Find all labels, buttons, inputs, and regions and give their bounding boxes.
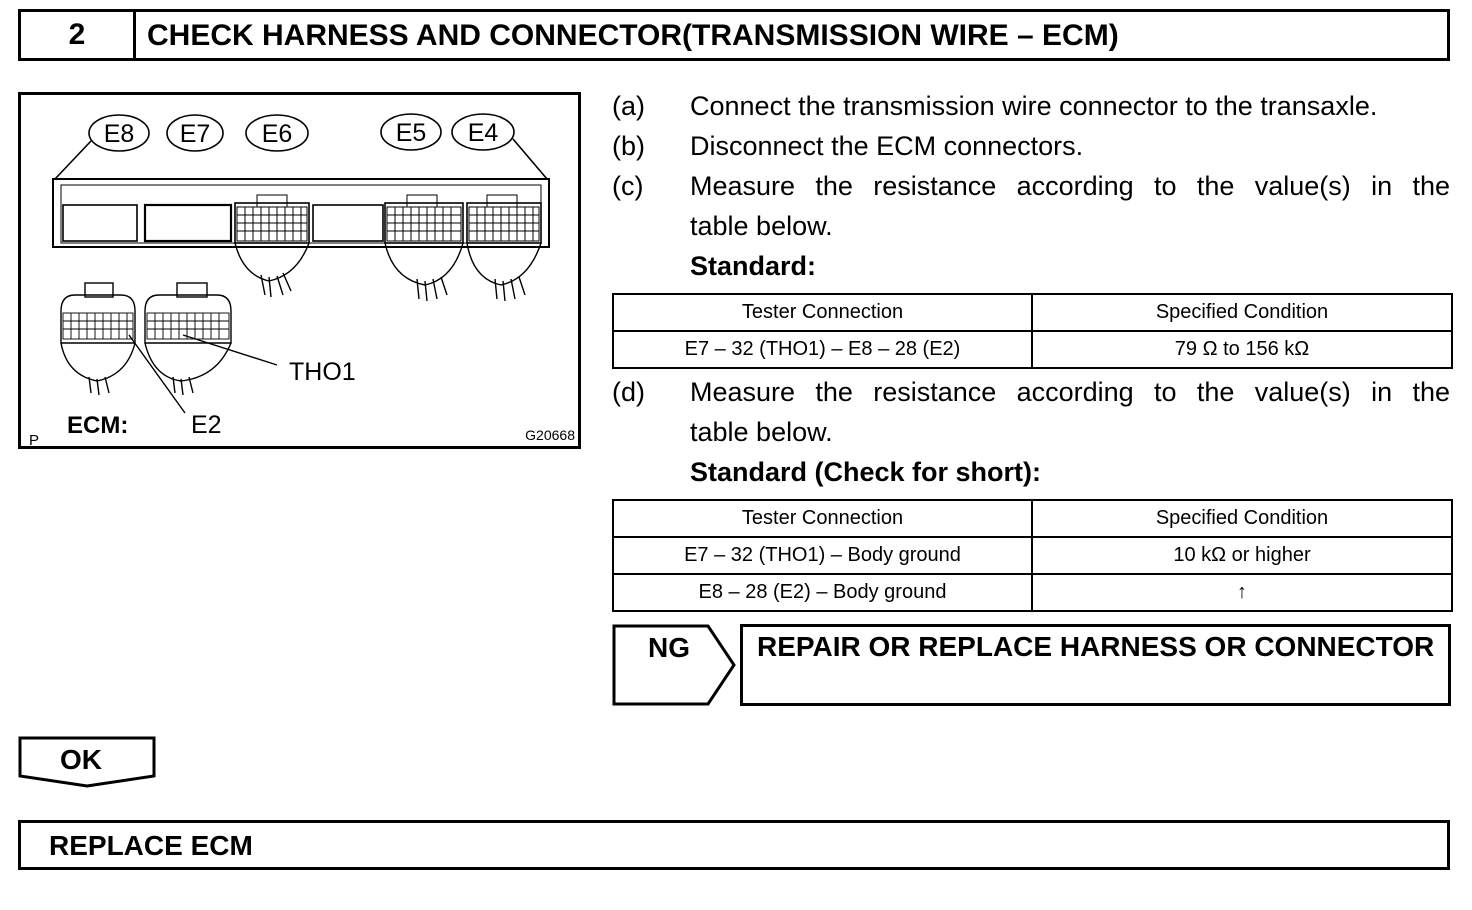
ng-action-text: REPAIR OR REPLACE HARNESS OR CONNECTOR bbox=[757, 631, 1435, 662]
step-header bbox=[18, 9, 1450, 61]
ng-label: NG bbox=[648, 632, 690, 663]
step-number: 2 bbox=[21, 12, 136, 58]
table-row bbox=[613, 574, 1452, 611]
step-b-text: Disconnect the ECM connectors. bbox=[690, 131, 1084, 161]
step-c-text-line1: Measure the resistance according to the value(s) in the bbox=[690, 171, 1450, 201]
step-a-text: Connect the transmission wire connector to the transaxle. bbox=[690, 91, 1378, 121]
label-tho1: THO1 bbox=[289, 358, 356, 386]
table-cell: E7 – 32 (THO1) – E8 – 28 (E2) bbox=[613, 331, 1032, 368]
table-cell: E7 – 32 (THO1) – Body ground bbox=[613, 537, 1032, 574]
step-d-label: (d) bbox=[612, 377, 645, 407]
table-header-row bbox=[613, 500, 1452, 537]
table-cell: E8 – 28 (E2) – Body ground bbox=[613, 574, 1032, 611]
e2-leader-line bbox=[129, 335, 185, 413]
step-c-label: (c) bbox=[612, 171, 644, 201]
spec-table-short-check bbox=[612, 499, 1453, 612]
corner-mark: P bbox=[29, 432, 40, 446]
ecm-connector-diagram bbox=[18, 92, 581, 449]
step-d-text-line2: table below. bbox=[690, 417, 833, 447]
step-a-label: (a) bbox=[612, 91, 645, 121]
ng-result bbox=[612, 624, 1451, 706]
label-e5: E5 bbox=[395, 119, 427, 147]
step-title: CHECK HARNESS AND CONNECTOR(TRANSMISSION WIRE – ECM) bbox=[147, 19, 1119, 52]
ok-label: OK bbox=[60, 744, 102, 775]
step-c-text-line2: table below. bbox=[690, 211, 833, 241]
table-header-cell: Specified Condition bbox=[1032, 294, 1452, 331]
ng-action-box bbox=[740, 624, 1451, 706]
table-cell: 79 Ω to 156 kΩ bbox=[1032, 331, 1452, 368]
standard-label: Standard: bbox=[690, 251, 817, 281]
label-e6: E6 bbox=[261, 120, 293, 148]
label-ecm: ECM: bbox=[67, 412, 129, 439]
ecm-connector-illustration bbox=[21, 95, 578, 446]
label-e7: E7 bbox=[179, 120, 211, 148]
table-row bbox=[613, 537, 1452, 574]
figure-id: G20668 bbox=[525, 427, 575, 443]
step-b-label: (b) bbox=[612, 131, 645, 161]
label-e4: E4 bbox=[467, 119, 499, 147]
table-header-cell: Tester Connection bbox=[613, 294, 1032, 331]
table-cell: ↑ bbox=[1032, 574, 1452, 611]
label-e2: E2 bbox=[191, 411, 222, 439]
standard-short-label: Standard (Check for short): bbox=[690, 457, 1042, 487]
table-cell: 10 kΩ or higher bbox=[1032, 537, 1452, 574]
label-e8: E8 bbox=[103, 120, 135, 148]
table-header-cell: Tester Connection bbox=[613, 500, 1032, 537]
final-action-text: REPLACE ECM bbox=[49, 830, 253, 861]
spec-table-resistance bbox=[612, 293, 1453, 369]
tho1-leader-line bbox=[183, 335, 277, 365]
table-header-cell: Specified Condition bbox=[1032, 500, 1452, 537]
table-row bbox=[613, 331, 1452, 368]
step-d-text-line1: Measure the resistance according to the value(s) in the bbox=[690, 377, 1450, 407]
table-header-row bbox=[613, 294, 1452, 331]
ok-result bbox=[18, 736, 156, 788]
final-action-box bbox=[18, 820, 1450, 870]
